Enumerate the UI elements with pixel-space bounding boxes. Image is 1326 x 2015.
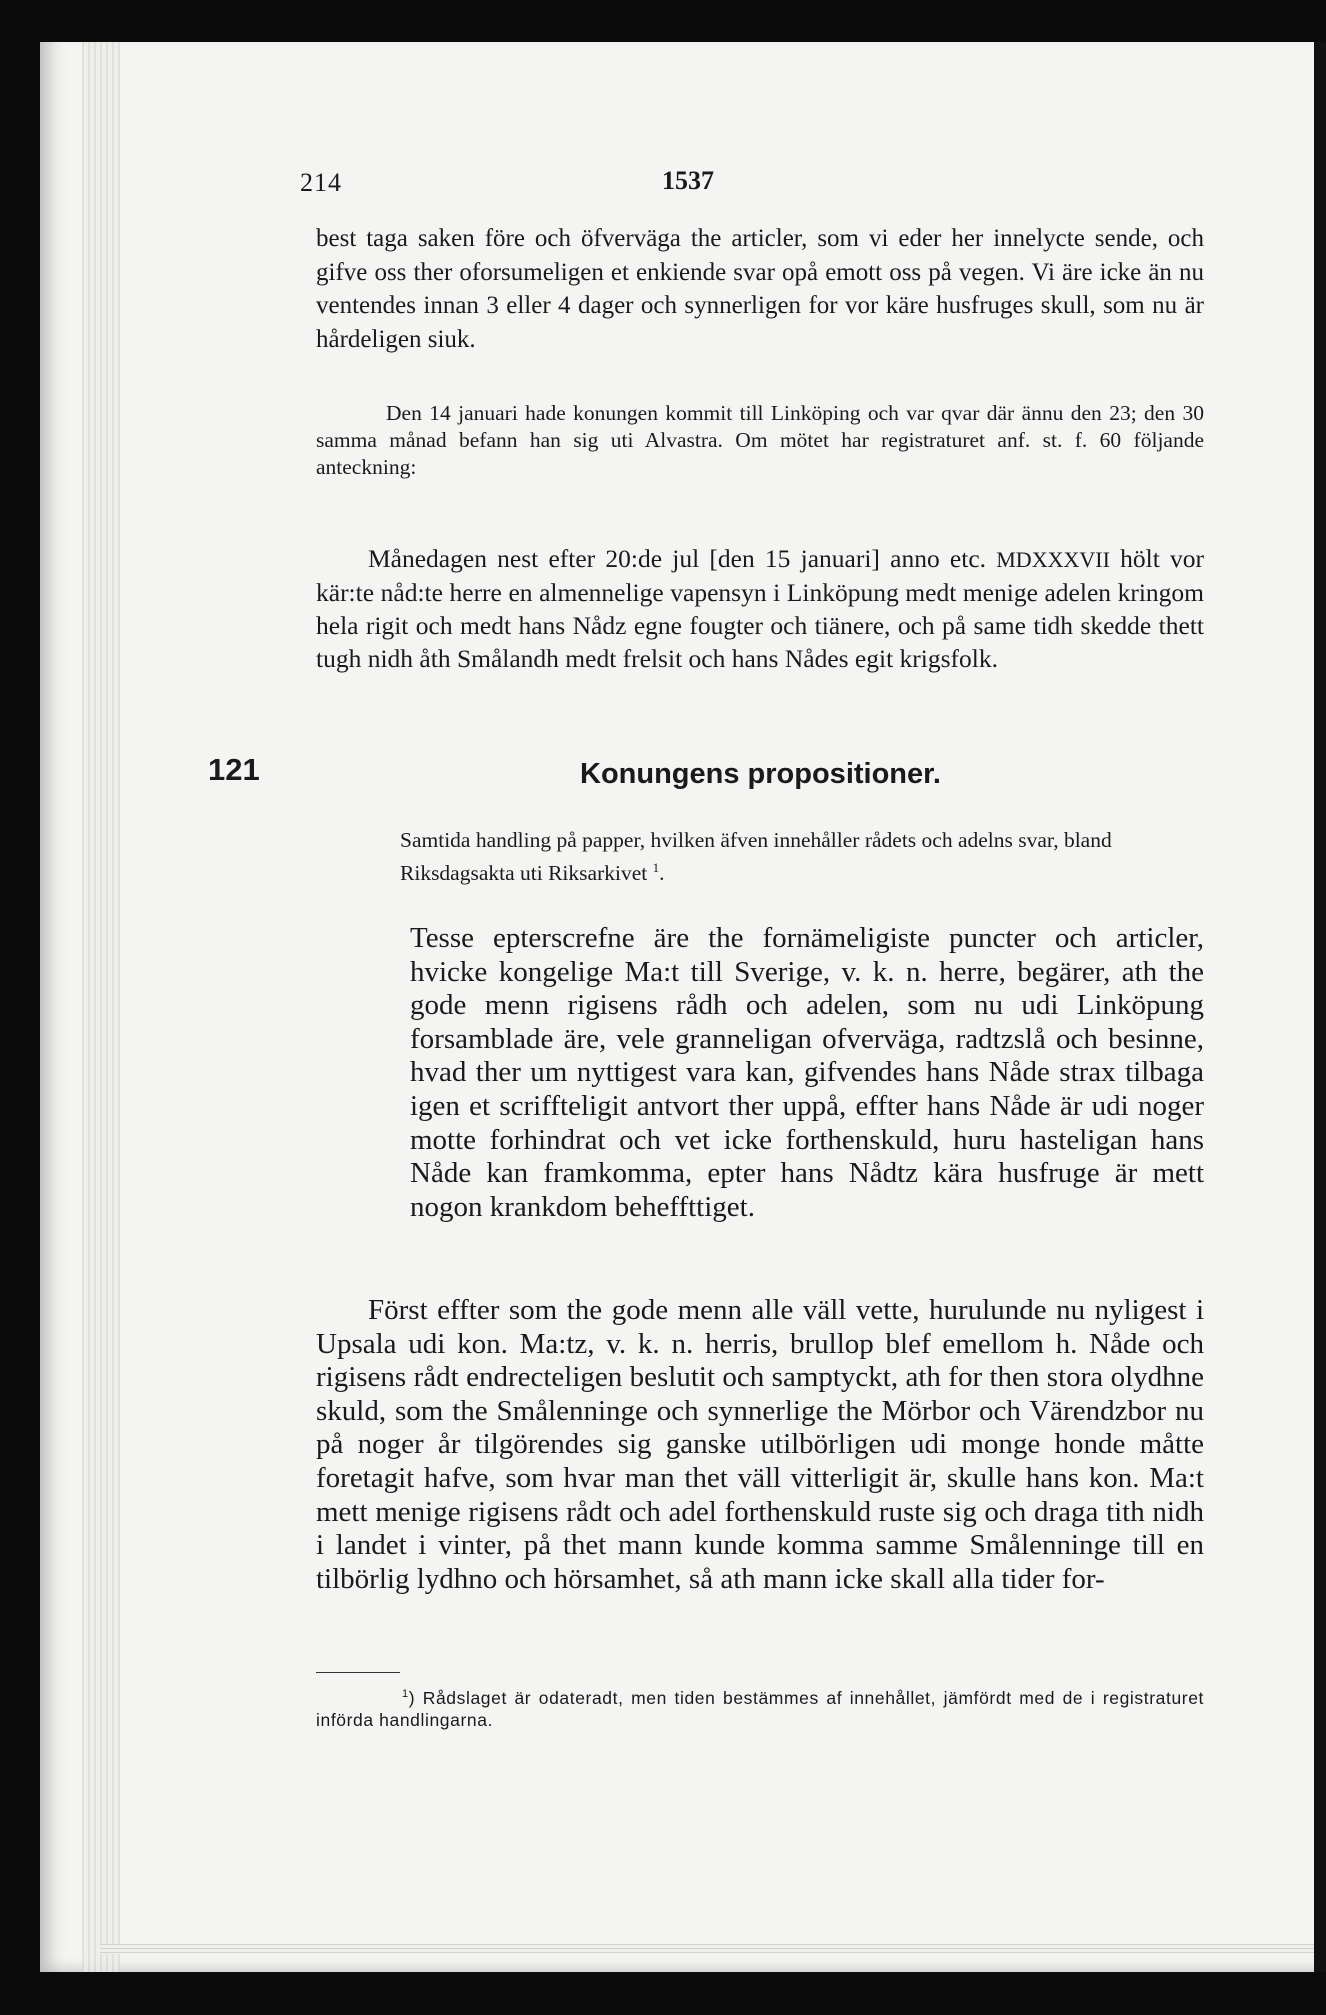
scan-border (1314, 42, 1326, 1972)
footnote-text: Rådslaget är odateradt, men tiden bestämmes af innehållet, jämfördt med de i registraturet införda handlingarna. (316, 1687, 1204, 1730)
page-gutter (82, 42, 120, 1972)
running-header-year: 1537 (662, 166, 714, 195)
page-bottom-edge (100, 1944, 1326, 1954)
main-text-paragraph-2 (316, 1294, 1204, 1596)
editorial-note (316, 400, 1204, 481)
source-description-end: . (659, 861, 665, 886)
footnote-mark: 1 (402, 1688, 409, 1700)
body-paragraph: best taga saken före och öfverväga the articler, som vi eder her innelycte sende, och gifve oss ther oforsumeligen et enkiende svar opå emott oss på vegen. Vi äre icke än nu ventendes innan 3 eller 4 dager och synnerligen for vor käre husfruges skull, som nu är hårdeligen siuk. (316, 225, 1204, 353)
footnote-divider (316, 1672, 400, 1673)
footnote-reference: 1 (652, 860, 660, 875)
roman-year: MDXXXVII (996, 547, 1110, 572)
footnote: $^1$) Rådslaget är odateradt, men tiden bestämmes af innehållet, jämfördt med de i registraturet införda handlingarna. (316, 1687, 1204, 1730)
editorial-note-text: Den 14 januari hade konungen kommit till Linköping och var qvar där ännu den 23; den 30 samma månad befann han sig uti Alvastra. Om mötet har registraturet anf. st. f. 60 följande anteckning: (316, 401, 1204, 479)
main-text-paragraph: Tesse epterscrefne äre the fornämeligiste puncter och articler, hvicke kongelige Ma:t till Sverige, v. k. n. herre, begärer, ath the gode menn rigisens rådh och adelen, som nu udi Linköpung forsamblade äre, vele granneligan ofverväga, radtzslå och besinne, hvad ther um nyttigest vara kan, gifvendes hans Nåde strax tilbaga igen et scriffteligit antvort ther uppå, effter hans Nåde är udi noger motte forhindrat och vet icke forthenskuld, huru hasteligan hans Nåde kan framkomma, epter hans Nådtz kära husfruge är mett nogon krankdom beheffttiget. (410, 922, 1204, 1223)
quoted-entry-rest: hölt vor kär:te nåd:te herre en almennelige vapensyn i Linköpung medt menige adelen kringom hela rigit och medt hans Nådz egne fougter och tiänere, och på same tidh skedde thett tugh nidh åth Smålandh medt frelsit och hans Nådes egit krigsfolk. (316, 544, 1205, 673)
page-number: 214 (300, 168, 342, 197)
source-description-text: Samtida handling på papper, hvilken äfven innehåller rådets och adelns svar, bland Riksdagsakta uti Riksarkivet (400, 828, 1112, 886)
margin-number: 121 (208, 752, 260, 787)
main-text-paragraph-2-text: Först effter som the gode menn alle väll vette, hurulunde nu nyligest i Upsala udi kon. Ma:tz, v. k. n. herris, brullop blef emellom h. Nåde och rigisens rådt endrecteligen beslutit och samptyckt, ath for then stora olydhne skuld, som the Smålenninge och synnerlige the Mörbor och Värendzbor nu på noger år tilgörendes sig ganske utilbörligen udi monge honde måtte foretagit hafve, som hvar man thet väll vitterligit är, skulle hans kon. Ma:t mett menige rigisens rådt och adel forthenskuld ruste sig och draga tith nidh i landet i vinter, på thet mann kunde komma samme Smålenninge till en tilbörlig lydhno och hörsamhet, så ath mann icke skall alla tider for- (316, 1294, 1204, 1595)
quoted-entry-start: Månedagen nest efter 20:de jul [den 15 januari] anno etc. (368, 544, 987, 573)
source-description (400, 826, 1200, 887)
section-heading: Konungens propositioner. (580, 758, 941, 790)
quoted-entry (316, 542, 1204, 675)
